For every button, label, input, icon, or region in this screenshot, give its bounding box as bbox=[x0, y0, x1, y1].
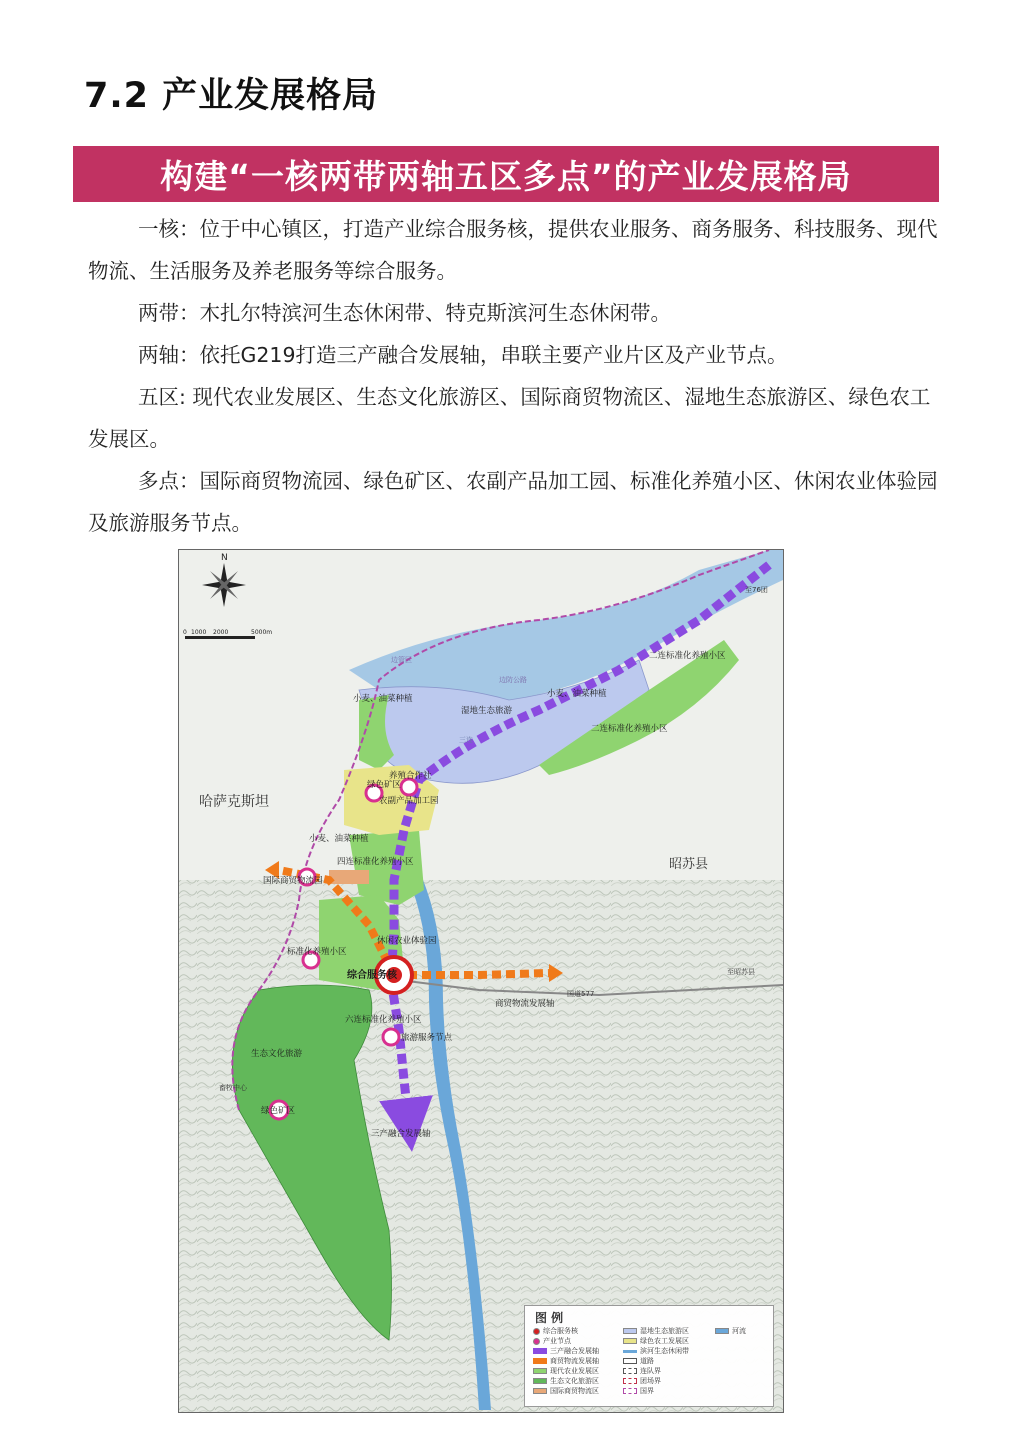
legend-swatch bbox=[533, 1388, 547, 1394]
legend-item: 河流 bbox=[715, 1326, 746, 1336]
label-eco-tourism: 生态文化旅游 bbox=[251, 1049, 303, 1059]
place-zhaosu: 昭苏县 bbox=[669, 857, 709, 872]
scale-2000: 2000 bbox=[213, 629, 229, 636]
legend-item: 国界 bbox=[623, 1386, 654, 1396]
legend-swatch bbox=[623, 1388, 637, 1394]
paragraph-belts: 两带：木扎尔特滨河生态休闲带、特克斯滨河生态休闲带。 bbox=[138, 301, 671, 325]
label-processing: 农副产品加工园 bbox=[379, 796, 439, 806]
label-wheat-3: 小麦、油菜种植 bbox=[309, 834, 369, 844]
scale-bar bbox=[185, 636, 255, 639]
body-text bbox=[88, 208, 940, 544]
legend-item: 三产融合发展轴 bbox=[533, 1346, 599, 1356]
legend-swatch bbox=[623, 1368, 637, 1374]
legend-swatch bbox=[715, 1328, 729, 1334]
legend-item: 道路 bbox=[623, 1356, 654, 1366]
scale-0: 0 bbox=[183, 629, 187, 636]
label-wheat-2: 小麦、油菜种植 bbox=[547, 689, 607, 699]
legend-item: 生态文化旅游区 bbox=[533, 1376, 599, 1386]
place-kazakhstan: 哈萨克斯坦 bbox=[199, 794, 269, 810]
legend-item: 综合服务核 bbox=[533, 1326, 578, 1336]
legend-swatch bbox=[533, 1378, 547, 1384]
compass-north: N bbox=[221, 553, 228, 563]
place-border-area: 边管区 bbox=[391, 656, 412, 664]
legend-title: 图 例 bbox=[535, 1311, 564, 1325]
legend-swatch bbox=[623, 1338, 637, 1344]
legend-swatch bbox=[623, 1358, 637, 1364]
industry-layout-map bbox=[178, 549, 784, 1413]
label-mine-2: 绿色矿区 bbox=[261, 1106, 296, 1116]
legend-swatch bbox=[533, 1358, 547, 1364]
paragraph-points: 多点：国际商贸物流园、绿色矿区、农副产品加工园、标准化养殖小区、休闲农业体验园及旅游服务节点。 bbox=[88, 469, 938, 535]
label-tourism-node: 旅游服务节点 bbox=[401, 1033, 453, 1043]
legend-item: 绿色农工发展区 bbox=[623, 1336, 689, 1346]
label-farm-6: 六连标准化养殖小区 bbox=[345, 1015, 422, 1025]
label-wheat-1: 小麦、油菜种植 bbox=[353, 694, 413, 704]
label-mine-1: 绿色矿区 bbox=[367, 780, 402, 790]
label-wetland: 湿地生态旅游 bbox=[461, 706, 513, 716]
legend-swatch bbox=[623, 1328, 637, 1334]
scale-1000: 1000 bbox=[191, 629, 207, 636]
label-farm-4: 四连标准化养殖小区 bbox=[337, 857, 414, 867]
label-farm-2b: 二连标准化养殖小区 bbox=[591, 724, 668, 734]
label-tri-axis: 三产融合发展轴 bbox=[371, 1129, 431, 1139]
legend-swatch bbox=[533, 1348, 547, 1354]
place-lake: 三连 bbox=[459, 736, 473, 744]
section-banner: 构建“一核两带两轴五区多点”的产业发展格局 bbox=[73, 146, 939, 202]
legend-item: 湿地生态旅游区 bbox=[623, 1326, 689, 1336]
place-to-zhaosu: 至昭苏县 bbox=[727, 968, 755, 976]
label-trade-axis: 商贸物流发展轴 bbox=[495, 999, 555, 1009]
map-canvas bbox=[179, 550, 783, 1412]
label-farm-2a: 二连标准化养殖小区 bbox=[649, 651, 726, 661]
legend-swatch bbox=[533, 1338, 540, 1345]
label-logistics: 国际商贸物流园 bbox=[263, 876, 323, 886]
legend-item: 商贸物流发展轴 bbox=[533, 1356, 599, 1366]
legend-item: 产业节点 bbox=[533, 1336, 571, 1346]
legend-swatch bbox=[623, 1350, 637, 1353]
legend-item: 团场界 bbox=[623, 1376, 661, 1386]
place-to-76: 至76团 bbox=[745, 586, 768, 594]
place-defense-road: 边防公路 bbox=[499, 676, 527, 684]
paragraph-core: 一核：位于中心镇区，打造产业综合服务核，提供农业服务、商务服务、科技服务、现代物流、生活服务及养老服务等综合服务。 bbox=[88, 217, 938, 283]
label-std-farm: 标准化养殖小区 bbox=[287, 947, 347, 957]
node-processing bbox=[401, 779, 417, 795]
section-heading: 7.2 产业发展格局 bbox=[84, 76, 379, 116]
legend-item: 连队界 bbox=[623, 1366, 661, 1376]
label-leisure: 休闲农业体验园 bbox=[377, 936, 437, 946]
label-core: 综合服务核 bbox=[347, 970, 397, 981]
paragraph-axes: 两轴：依托G219打造三产融合发展轴，串联主要产业片区及产业节点。 bbox=[138, 343, 788, 367]
scale-5000: 5000m bbox=[251, 629, 273, 636]
place-road: 国道577 bbox=[567, 990, 595, 998]
place-livestock-center: 畜牧中心 bbox=[219, 1084, 247, 1092]
legend-swatch bbox=[533, 1368, 547, 1374]
legend-item: 现代农业发展区 bbox=[533, 1366, 599, 1376]
node-tourism bbox=[383, 1029, 399, 1045]
logistics-zone bbox=[329, 870, 369, 884]
paragraph-zones: 五区: 现代农业发展区、生态文化旅游区、国际商贸物流区、湿地生态旅游区、绿色农工发展区。 bbox=[88, 385, 931, 451]
legend-swatch bbox=[623, 1378, 637, 1384]
map-legend bbox=[524, 1305, 774, 1407]
legend-swatch bbox=[533, 1328, 540, 1335]
label-coop: 养殖合作社 bbox=[389, 771, 432, 781]
legend-item: 滨河生态休闲带 bbox=[623, 1346, 689, 1356]
legend-item: 国际商贸物流区 bbox=[533, 1386, 599, 1396]
